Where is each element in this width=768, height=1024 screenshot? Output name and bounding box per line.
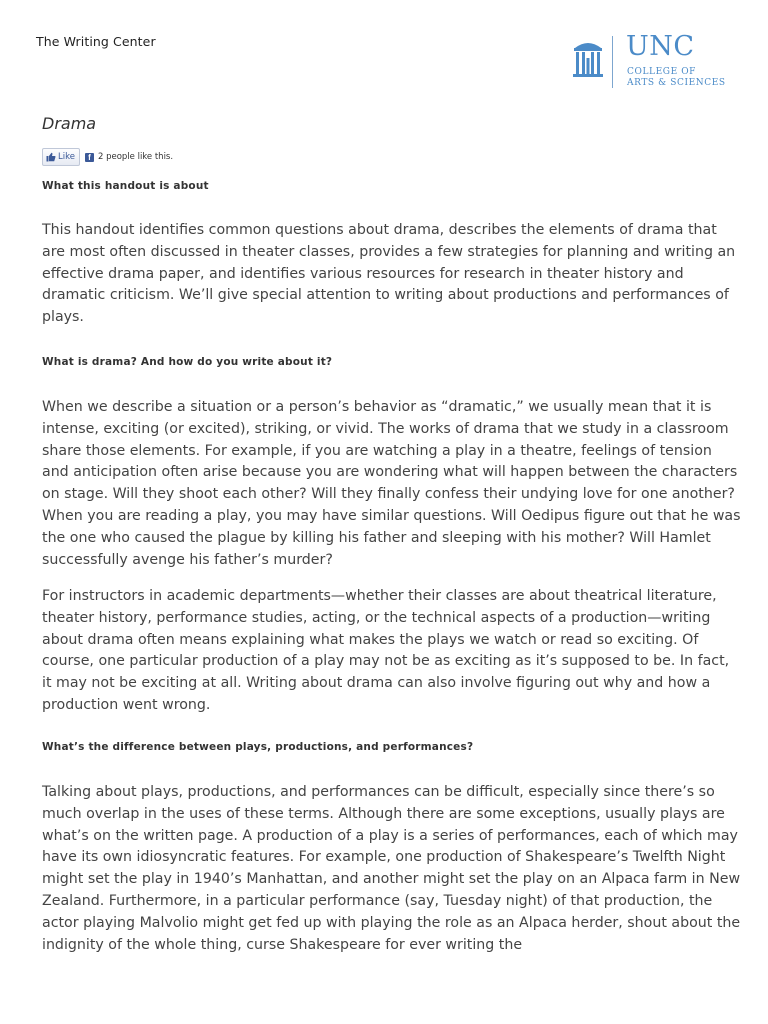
like-count-text: 2 people like this.	[97, 152, 174, 162]
thumbs-up-icon	[46, 152, 56, 162]
like-button-label: Like	[58, 152, 75, 162]
paragraph: For instructors in academic departments—whether their classes are about theatrical literature, theater history, performance studies, acting, or the technical aspects of a production—writing about drama often means explaining what makes the plays we watch or read so exciting. Of course, one particular production of a play may not be as exciting as it’s supposed to be. In fact, it may not be exciting at all. Writing about drama can also involve figuring out why and how a production went wrong.	[42, 588, 730, 713]
section-heading: What is drama? And how do you write about it?	[42, 356, 333, 368]
page-title: Drama	[42, 114, 97, 133]
site-name[interactable]: The Writing Center	[36, 34, 156, 49]
facebook-icon: f	[85, 153, 94, 162]
logo-divider	[612, 36, 613, 88]
logo-wordmark: UNC	[626, 31, 695, 62]
paragraph: Talking about plays, productions, and performances can be difficult, especially since there’s so much overlap in the uses of these terms. Although there are some exceptions, usually plays are what’s on the written page. A production of a play is a series of performances, each of which may have its own idiosyncratic features. For example, one production of Shakespeare’s Twelfth Night might set the play in 1940’s Manhattan, and another might set the play on an Alpaca farm in New Zealand. Furthermore, in a particular performance (say, Tuesday night) of that production, the actor playing Malvolio might get fed up with playing the role as an Alpaca herder, shout about the indignity of the whole thing, curse Shakespeare for ever writing the	[42, 784, 741, 953]
section-heading: What this handout is about	[42, 180, 209, 192]
section-heading: What’s the difference between plays, productions, and performances?	[42, 741, 474, 753]
logo-subline-1: COLLEGE OF	[627, 67, 697, 77]
logo-subline-2: ARTS & SCIENCES	[627, 78, 726, 88]
paragraph: When we describe a situation or a person’s behavior as “dramatic,” we usually mean that it is intense, exciting (or excited), striking, or vivid. The works of drama that we study in a classroom share those elements. For example, if you are watching a play in a theatre, feelings of tension and anticipation often arise because you are wondering what will happen between the characters on stage. Will they shoot each other? Will they finally confess their undying love for one another? When you are reading a play, you may have similar questions. Will Oedipus figure out that he was the one who caused the plague by killing his father and sleeping with his mother? Will Hamlet successfully avenge his father’s murder?	[42, 399, 741, 568]
like-button[interactable]	[42, 148, 80, 166]
old-well-icon	[572, 36, 604, 80]
paragraph: This handout identifies common questions about drama, describes the elements of drama that are most often discussed in theater classes, provides a few strategies for planning and writing an effective drama paper, and identifies various resources for research in theater history and dramatic criticism. We’ll give special attention to writing about productions and performances of plays.	[42, 222, 736, 326]
unc-logo[interactable]	[572, 31, 742, 90]
social-like-bar	[42, 148, 173, 166]
